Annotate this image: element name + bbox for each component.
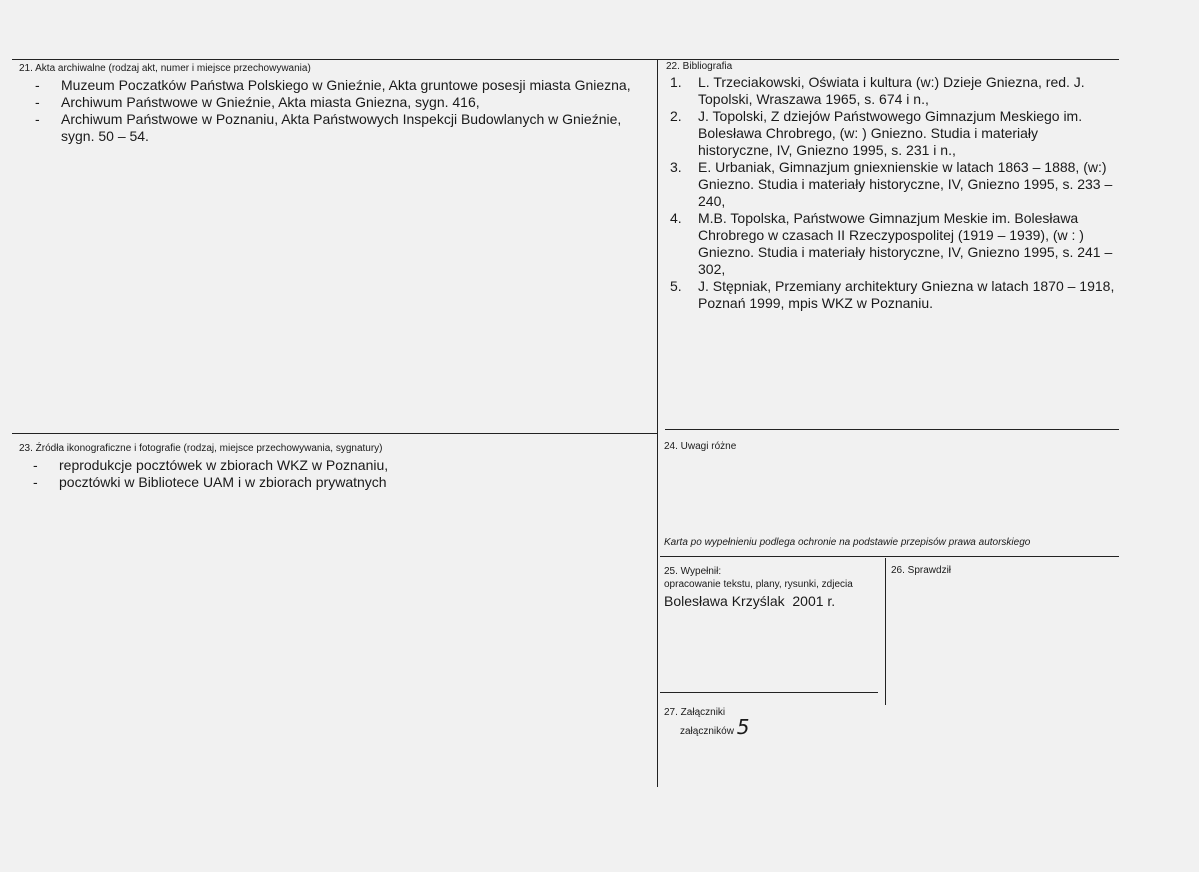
list-item: - pocztówki w Bibliotece UAM i w zbiorach prywatnych <box>33 474 633 491</box>
section24-title: 24. Uwagi różne <box>664 441 737 452</box>
mid-rule-left <box>12 433 657 434</box>
bibliography-entry: J. Stępniak, Przemiany architektury Gniezna w latach 1870 – 1918, Poznań 1999, mpis WKZ w Poznaniu. <box>698 278 1115 311</box>
center-divider <box>657 59 658 787</box>
list-number: 1. <box>670 74 682 90</box>
list-item: - reprodukcje pocztówek w zbiorach WKZ w Poznaniu, <box>33 457 633 474</box>
section22-title: 22. Bibliografia <box>666 61 733 72</box>
section21-list <box>35 77 650 145</box>
list-number: 5. <box>670 278 682 294</box>
list-item <box>668 108 1116 159</box>
attachments-count-value: 5 <box>736 715 750 739</box>
list-item: - Archiwum Państwowe w Poznaniu, Akta Państwowych Inspekcji Budowlanych w Gnieźnie, sygn. 50 – 54. <box>35 111 650 145</box>
bibliography-entry: E. Urbaniak, Gimnazjum gniexnienskie w latach 1863 – 1888, (w:) Gniezno. Studia i materiały historyczne, IV, Gniezno 1995, s. 233 – 240, <box>698 159 1113 209</box>
note-rule <box>660 556 1119 557</box>
bibliography-list <box>668 74 1116 312</box>
section25-title: 25. Wypełnił: <box>664 566 722 577</box>
bibliography-entry: M.B. Topolska, Państwowe Gimnazjum Meskie im. Bolesława Chrobrego w czasach II Rzeczypospolitej (1919 – 1939), (w : ) Gniezno. Studia i materiały historyczne, IV, Gniezno 1995, s. 241 – 302, <box>698 210 1113 277</box>
attachments-count-label: załączników <box>680 726 734 737</box>
list-number: 2. <box>670 108 682 124</box>
copyright-note: Karta po wypełnieniu podlega ochronie na podstawie przepisów prawa autorskiego <box>664 537 1031 548</box>
list-item <box>668 278 1116 312</box>
section23-title: 23. Źródła ikonograficzne i fotografie (rodzaj, miejsce przechowywania, sygnatury) <box>19 443 383 454</box>
list-item <box>668 159 1116 210</box>
section23-list <box>33 457 633 491</box>
attachments-count <box>680 716 749 743</box>
bibliography-entry: L. Trzeciakowski, Oświata i kultura (w:) Dzieje Gniezna, red. J. Topolski, Wraszawa 1965, s. 674 i n., <box>698 74 1085 107</box>
section25-subtitle: opracowanie tekstu, plany, rysunki, zdjecia <box>664 579 853 590</box>
section21-title: 21. Akta archiwalne (rodzaj akt, numer i miejsce przechowywania) <box>19 63 311 74</box>
section26-title: 26. Sprawdził <box>891 565 952 576</box>
list-item <box>668 74 1116 108</box>
list-item: - Muzeum Poczatków Państwa Polskiego w Gnieźnie, Akta gruntowe posesji miasta Gniezna, <box>35 77 650 94</box>
list-number: 3. <box>670 159 682 175</box>
list-item <box>668 210 1116 278</box>
top-rule <box>12 59 1119 60</box>
box25-bottom <box>660 692 878 693</box>
section27-title: 27. Załączniki <box>664 707 726 718</box>
box25-right <box>885 558 886 705</box>
bibliography-entry: J. Topolski, Z dziejów Państwowego Gimnazjum Meskiego im. Bolesława Chrobrego, (w: ) Gniezno. Studia i materiały historyczne, IV, Gniezno 1995, s. 231 i n., <box>698 108 1083 158</box>
filled-by-value: Bolesława Krzyślak 2001 r. <box>664 593 836 609</box>
mid-rule-right <box>665 429 1119 430</box>
list-item: - Archiwum Państwowe w Gnieźnie, Akta miasta Gniezna, sygn. 416, <box>35 94 650 111</box>
list-number: 4. <box>670 210 682 226</box>
